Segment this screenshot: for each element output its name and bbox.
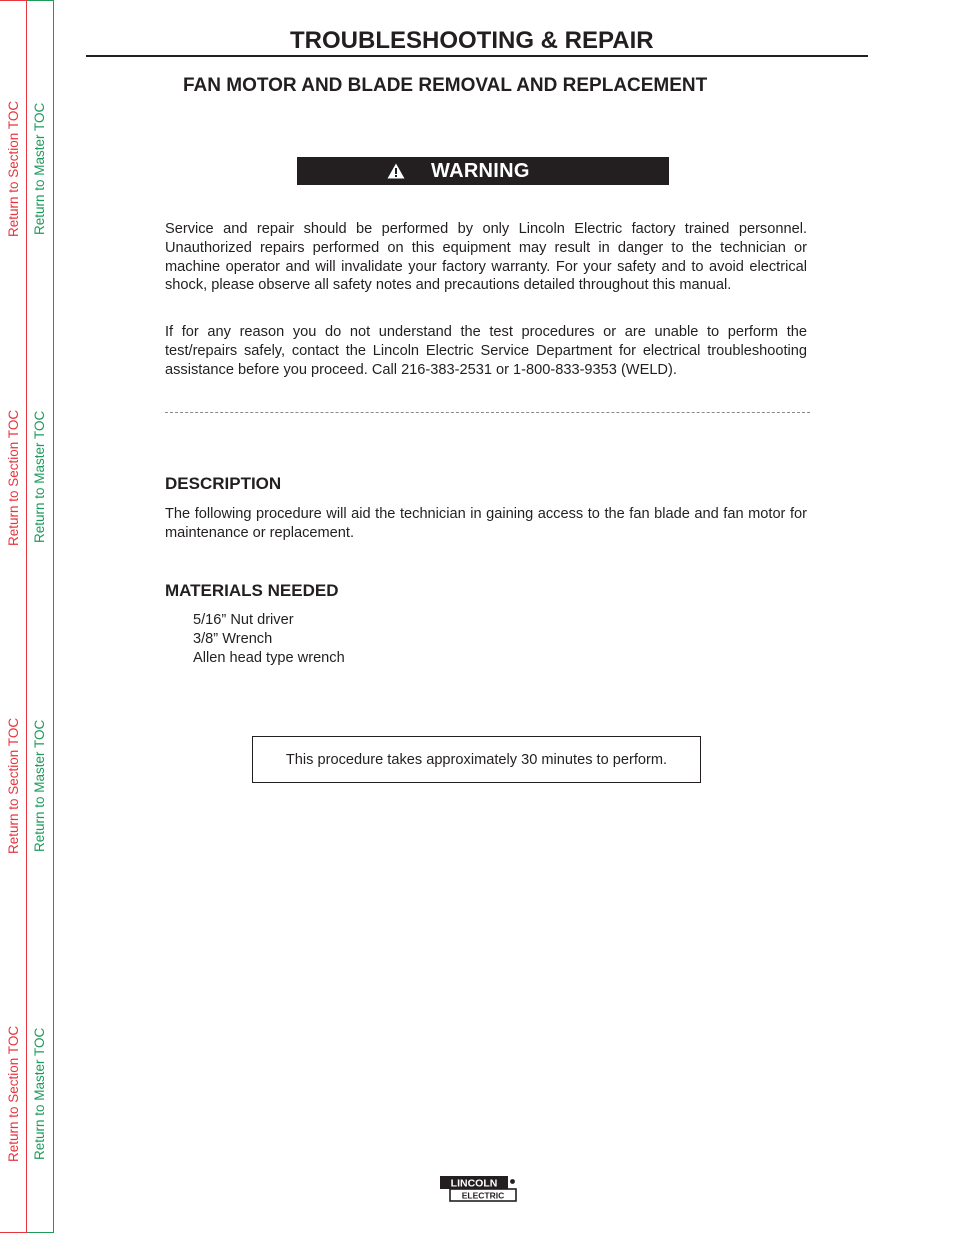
materials-list xyxy=(193,611,345,668)
return-to-master-toc-link-2[interactable]: Return to Master TOC xyxy=(32,410,47,543)
logo-bottom-text: ELECTRIC xyxy=(461,1190,505,1201)
return-to-section-toc-link-4[interactable]: Return to Section TOC xyxy=(6,1025,21,1162)
procedure-title: FAN MOTOR AND BLADE REMOVAL AND REPLACEMENT xyxy=(183,75,708,96)
return-to-master-toc-link-4[interactable]: Return to Master TOC xyxy=(32,1027,47,1160)
materials-item: 3/8” Wrench xyxy=(193,631,273,647)
return-to-master-toc-link-3[interactable]: Return to Master TOC xyxy=(32,719,47,852)
warning-triangle-icon xyxy=(387,162,405,180)
return-to-section-toc-link-1[interactable]: Return to Section TOC xyxy=(6,100,21,237)
description-text: The following procedure will aid the technician in gaining access to the fan blade and fan motor for maintenance or replacement. xyxy=(165,506,807,541)
lincoln-electric-logo[interactable] xyxy=(440,1175,518,1203)
warning-paragraph-2: If for any reason you do not understand the test procedures or are unable to perform the test/repairs safely, contact the Lincoln Electric Service Department for electrical troubleshooting assistance before you proceed. Call 216-383-2531 or 1-800-833-9353 (WELD). xyxy=(165,324,807,378)
materials-item: 5/16” Nut driver xyxy=(193,612,294,628)
procedure-time-note xyxy=(252,736,701,783)
warning-banner xyxy=(297,157,669,185)
return-to-section-toc-link-3[interactable]: Return to Section TOC xyxy=(6,717,21,854)
page-title: TROUBLESHOOTING & REPAIR xyxy=(290,27,654,54)
procedure-time-text: This procedure takes approximately 30 minutes to perform. xyxy=(285,751,668,768)
return-to-section-toc-link-2[interactable]: Return to Section TOC xyxy=(6,409,21,546)
description-heading: DESCRIPTION xyxy=(165,474,282,493)
materials-heading: MATERIALS NEEDED xyxy=(165,581,339,600)
warning-label: WARNING xyxy=(431,159,530,182)
return-to-master-toc-link-1[interactable]: Return to Master TOC xyxy=(32,102,47,235)
title-divider xyxy=(86,55,868,57)
section-divider xyxy=(165,412,810,413)
warning-paragraph-1: Service and repair should be performed by only Lincoln Electric factory trained personnel. Unauthorized repairs performed on this equipment may result in danger to the technician or machine operator and will invalidate your factory warranty. For your safety and to avoid electrical shock, please observe all safety notes and precautions detailed throughout this manual. xyxy=(165,221,807,294)
logo-top-text: LINCOLN xyxy=(450,1177,498,1190)
materials-item: Allen head type wrench xyxy=(193,650,345,666)
